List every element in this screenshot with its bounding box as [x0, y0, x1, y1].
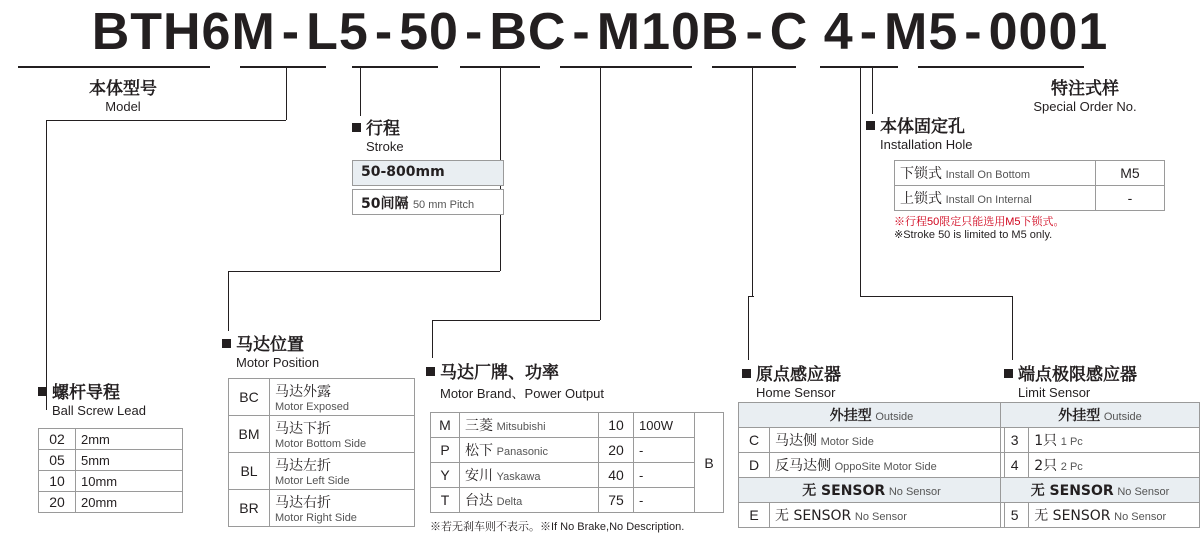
underline-model — [18, 66, 210, 68]
limit-sensor-band-cn: 无 SENSOR — [1030, 483, 1114, 499]
callout-limit-sensor-cn: 端点极限感应器 — [1018, 365, 1137, 385]
home-sensor-header-en: Outside — [875, 411, 914, 423]
table-row — [1001, 428, 1200, 453]
underline-motor-brand — [560, 66, 692, 68]
motor-position-cn-2: 马达左折 — [275, 458, 331, 474]
callout-motor-position-cn: 马达位置 — [236, 335, 304, 355]
table-row — [431, 488, 724, 513]
ball-screw-code-2: 10 — [39, 471, 76, 492]
table-row — [229, 453, 415, 490]
pn-dash: - — [374, 3, 394, 61]
pn-segment-special-order: 0001 — [988, 3, 1109, 61]
motor-position-table — [228, 378, 415, 527]
motor-position-cn-1: 马达下折 — [275, 421, 331, 437]
leader-motorbrand-drop — [600, 66, 601, 320]
install-hole-row-0-value: M5 — [1096, 161, 1165, 186]
callout-stroke — [352, 114, 404, 154]
limit-sensor-header-cn: 外挂型 — [1058, 408, 1101, 424]
callout-limit-sensor-en: Limit Sensor — [1018, 385, 1091, 400]
stroke-pitch-box — [352, 189, 504, 215]
home-sensor-band-cn: 无 SENSOR — [802, 483, 886, 499]
motor-power-value-2: - — [634, 463, 695, 488]
pn-segment-motor-brand: M10B — [596, 3, 740, 61]
motor-power-code-1: 20 — [599, 438, 634, 463]
motor-brand-en-0: Mitsubishi — [496, 421, 546, 433]
bullet-square-icon — [866, 121, 875, 130]
callout-install-hole-cn: 本体固定孔 — [880, 117, 965, 137]
callout-motor-position-en: Motor Position — [236, 355, 320, 370]
ball-screw-table — [38, 428, 183, 513]
limit-sensor-cn-0: 1只 — [1034, 433, 1058, 449]
callout-motor-brand — [426, 358, 604, 402]
pn-dash: - — [281, 3, 301, 61]
table-row — [431, 463, 724, 488]
motor-position-en-3: Motor Right Side — [275, 512, 357, 524]
bullet-square-icon — [222, 339, 231, 348]
leader-motorpos-h — [228, 271, 500, 272]
motor-position-en-2: Motor Left Side — [275, 475, 350, 487]
table-row — [39, 471, 183, 492]
home-sensor-code-1: D — [739, 453, 770, 478]
table-row-band — [1001, 478, 1200, 503]
bullet-square-icon — [426, 367, 435, 376]
motor-position-en-0: Motor Exposed — [275, 401, 349, 413]
limit-sensor-header-en: Outside — [1103, 411, 1142, 423]
underline-stroke — [352, 66, 438, 68]
motor-brand-table — [430, 412, 724, 513]
motor-brand-cn-2: 安川 — [465, 468, 493, 484]
table-row — [739, 453, 1005, 478]
pn-segment-home-sensor: C 4 — [769, 3, 854, 61]
table-row — [229, 416, 415, 453]
callout-model-cn: 本体型号 — [89, 79, 157, 99]
stroke-pitch-en: 50 mm Pitch — [412, 199, 475, 211]
pn-dash: - — [572, 3, 591, 61]
motor-brand-cn-3: 台达 — [465, 493, 493, 509]
leader-motorbrand-v — [432, 320, 433, 358]
home-sensor-nosensor-en: No Sensor — [854, 511, 907, 523]
install-hole-row-1-en: Install On Internal — [945, 194, 1032, 206]
home-sensor-en-0: Motor Side — [820, 436, 874, 448]
pn-segment-lead: L5 — [306, 3, 369, 61]
limit-sensor-en-1: 2 Pc — [1060, 461, 1083, 473]
ball-screw-value-0: 2mm — [76, 429, 183, 450]
table-row — [895, 161, 1165, 186]
motor-position-code-2: BL — [229, 453, 270, 490]
home-sensor-code-0: C — [739, 428, 770, 453]
home-sensor-cn-1: 反马达侧 — [775, 458, 831, 474]
callout-motor-position — [222, 330, 319, 370]
table-row — [39, 492, 183, 513]
pn-dash: - — [859, 3, 879, 61]
table-row — [1001, 503, 1200, 528]
pn-dash: - — [745, 3, 764, 61]
pn-segment-motor-position: BC — [489, 3, 567, 61]
leader-limit-h — [860, 296, 1012, 297]
motor-brand-code-2: Y — [431, 463, 460, 488]
callout-install-hole-en: Installation Hole — [880, 137, 973, 152]
motor-power-code-2: 40 — [599, 463, 634, 488]
leader-limit-drop — [860, 66, 861, 296]
bullet-square-icon — [352, 123, 361, 132]
install-hole-row-1-value: - — [1096, 186, 1165, 211]
ball-screw-value-1: 5mm — [76, 450, 183, 471]
install-hole-note-cn: ※行程50限定只能选用M5下锁式。 — [894, 216, 1065, 228]
install-hole-row-0-cn: 下锁式 — [900, 166, 942, 182]
leader-limit-v — [1012, 296, 1013, 360]
underline-lead — [240, 66, 326, 68]
table-row — [229, 490, 415, 527]
table-row — [39, 429, 183, 450]
table-row — [739, 428, 1005, 453]
home-sensor-header-cn: 外挂型 — [829, 408, 872, 424]
callout-special-order-en: Special Order No. — [1033, 99, 1137, 114]
stroke-range-box — [352, 160, 504, 186]
leader-motorpos-v — [228, 271, 229, 331]
callout-home-sensor — [742, 360, 841, 400]
table-row-header — [1001, 403, 1200, 428]
bullet-square-icon — [38, 387, 47, 396]
table-row-band — [739, 478, 1005, 503]
table-row — [1001, 453, 1200, 478]
motor-brand-en-1: Panasonic — [496, 446, 548, 458]
callout-model — [38, 74, 208, 114]
callout-stroke-cn: 行程 — [366, 119, 400, 139]
ball-screw-value-2: 10mm — [76, 471, 183, 492]
motor-brand-cn-1: 松下 — [465, 443, 493, 459]
motor-power-value-1: - — [634, 438, 695, 463]
underline-home-sensor — [712, 66, 796, 68]
install-hole-note-en: ※Stroke 50 is limited to M5 only. — [894, 229, 1053, 241]
leader-model-drop — [286, 66, 287, 120]
callout-ball-screw-cn: 螺杆导程 — [52, 383, 120, 403]
table-row — [431, 413, 724, 438]
pn-dash: - — [964, 3, 983, 61]
part-number — [0, 2, 1200, 62]
motor-brand-cn-0: 三菱 — [465, 418, 493, 434]
limit-sensor-nosensor-code: 5 — [1001, 503, 1029, 528]
callout-motor-brand-cn: 马达厂牌、功率 — [440, 363, 559, 383]
callout-special-order — [960, 74, 1200, 114]
table-row — [229, 379, 415, 416]
motor-power-value-0: 100W — [634, 413, 695, 438]
limit-sensor-nosensor-cn: 无 SENSOR — [1034, 508, 1111, 524]
motor-position-en-1: Motor Bottom Side — [275, 438, 367, 450]
ball-screw-code-1: 05 — [39, 450, 76, 471]
home-sensor-nosensor-cn: 无 SENSOR — [775, 508, 852, 524]
table-row — [431, 438, 724, 463]
motor-brand-code-3: T — [431, 488, 460, 513]
leader-stroke-v — [360, 66, 361, 116]
motor-brand-code-1: P — [431, 438, 460, 463]
leader-motorbrand-h — [432, 320, 600, 321]
table-row-header — [739, 403, 1005, 428]
motor-power-value-3: - — [634, 488, 695, 513]
motor-position-code-1: BM — [229, 416, 270, 453]
underline-special-order — [918, 66, 1084, 68]
callout-limit-sensor — [1004, 360, 1137, 400]
bullet-square-icon — [742, 369, 751, 378]
limit-sensor-code-0: 3 — [1001, 428, 1029, 453]
leader-install-v — [872, 66, 873, 114]
callout-stroke-en: Stroke — [366, 139, 404, 154]
install-hole-row-1-cn: 上锁式 — [900, 191, 942, 207]
ball-screw-value-3: 20mm — [76, 492, 183, 513]
install-hole-row-0-en: Install On Bottom — [945, 169, 1030, 181]
home-sensor-cn-0: 马达侧 — [775, 433, 817, 449]
motor-brake-code: B — [695, 413, 724, 513]
limit-sensor-en-0: 1 Pc — [1060, 436, 1083, 448]
ball-screw-code-3: 20 — [39, 492, 76, 513]
leader-model-h — [46, 120, 286, 121]
leader-home-drop — [752, 66, 753, 296]
pn-dash: - — [464, 3, 484, 61]
table-row — [39, 450, 183, 471]
home-sensor-nosensor-code: E — [739, 503, 770, 528]
leader-home-v — [748, 296, 749, 360]
home-sensor-en-1: OppoSite Motor Side — [834, 461, 937, 473]
callout-motor-brand-en: Motor Brand、Power Output — [440, 386, 605, 401]
callout-home-sensor-cn: 原点感应器 — [756, 365, 841, 385]
table-row — [739, 503, 1005, 528]
motor-position-code-3: BR — [229, 490, 270, 527]
limit-sensor-band-en: No Sensor — [1117, 486, 1170, 498]
motor-brand-code-0: M — [431, 413, 460, 438]
motor-brand-note: ※若无刹车则不表示。※If No Brake,No Description. — [430, 521, 685, 533]
leader-model-v — [46, 120, 47, 410]
limit-sensor-nosensor-en: No Sensor — [1114, 511, 1167, 523]
home-sensor-table — [738, 402, 1005, 528]
motor-position-code-0: BC — [229, 379, 270, 416]
motor-brand-en-2: Yaskawa — [496, 471, 541, 483]
motor-power-code-0: 10 — [599, 413, 634, 438]
callout-special-order-cn: 特注式样 — [1051, 79, 1119, 99]
callout-ball-screw — [38, 378, 146, 418]
callout-install-hole — [866, 112, 973, 152]
pn-segment-stroke: 50 — [399, 3, 459, 61]
table-row — [895, 186, 1165, 211]
ball-screw-code-0: 02 — [39, 429, 76, 450]
motor-position-cn-3: 马达右折 — [275, 495, 331, 511]
callout-model-en: Model — [105, 99, 141, 114]
install-hole-table — [894, 160, 1165, 211]
pn-segment-model: BTH6M — [91, 3, 276, 61]
underline-install-hole — [820, 66, 898, 68]
limit-sensor-code-1: 4 — [1001, 453, 1029, 478]
bullet-square-icon — [1004, 369, 1013, 378]
home-sensor-band-en: No Sensor — [888, 486, 941, 498]
stroke-pitch-cn: 50间隔 — [361, 196, 409, 212]
stroke-range-value: 50-800mm — [361, 164, 445, 180]
limit-sensor-table — [1000, 402, 1200, 528]
callout-home-sensor-en: Home Sensor — [756, 385, 836, 400]
motor-brand-en-3: Delta — [496, 496, 523, 508]
limit-sensor-cn-1: 2只 — [1034, 458, 1058, 474]
callout-ball-screw-en: Ball Screw Lead — [52, 403, 146, 418]
motor-power-code-3: 75 — [599, 488, 634, 513]
pn-segment-install-hole: M5 — [884, 3, 959, 61]
motor-position-cn-0: 马达外露 — [275, 384, 331, 400]
